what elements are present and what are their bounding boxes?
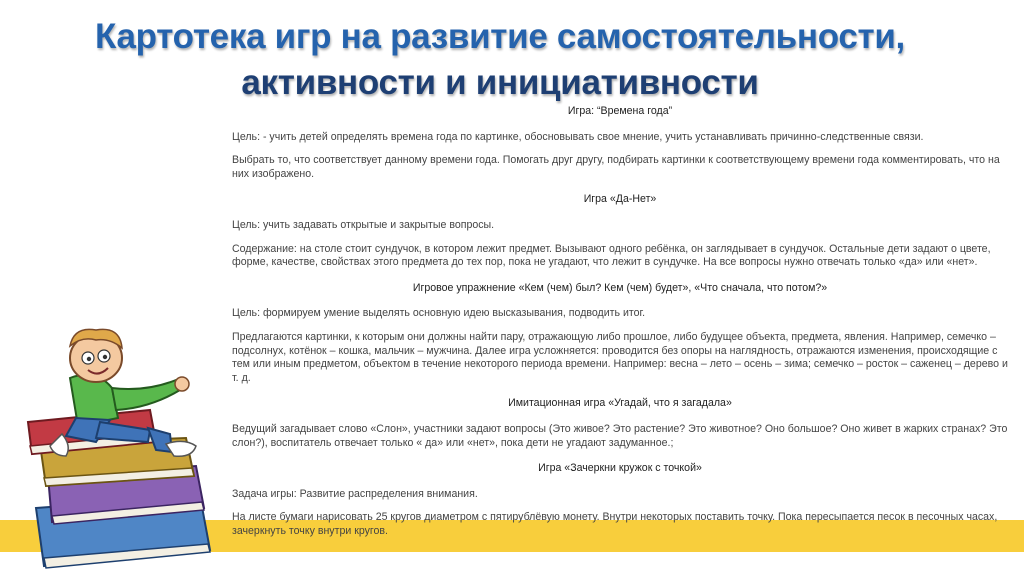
page-title [0,14,1000,106]
section-paragraph: Цель: - учить детей определять времена года по картинке, обосновывать свое мнение, учить устанавливать причинно-следственные связи. [232,130,924,143]
section-paragraph: Содержание: на столе стоит сундучок, в котором лежит предмет. Вызывают одного ребёнка, он заглядывает в сундучок. Остальные дети задают о цвете, форме, качестве, свойствах этого предмета до тех пор, пока не угадают, что лежит в сундучке. На все вопросы нужно отвечать только «да» или «нет». [232,242,991,269]
section-heading: Игра «Зачеркни кружок с точкой» [538,462,702,475]
boy-on-books-illustration [0,318,230,574]
boy-figure-icon [50,329,196,456]
title-line-1: Картотека игр на развитие самостоятельности, [94,17,905,56]
title-line-2: активности и инициативности [241,63,759,102]
section-paragraph: Задача игры: Развитие распределения внимания. [232,487,478,500]
section-heading: Игра: “Времена года” [567,105,673,117]
games-text [232,105,1008,538]
section-paragraph: Цель: формируем умение выделять основную идею высказывания, подводить итог. [232,307,646,320]
section-heading: Игровое упражнение «Кем (чем) был? Кем (чем) будет», «Что сначала, что потом?» [412,281,828,294]
section-paragraph: На листе бумаги нарисовать 25 кругов диаметром с пятирублёвую монету. Внутри некоторых поставить точку. Пока пересыпается песок в песочных часах, зачеркнуть точку внутри кругов. [232,511,998,537]
section-heading: Имитационная игра «Угадай, что я загадала» [508,397,732,410]
section-paragraph: Ведущий загадывает слово «Слон», участники задают вопросы (Это живое? Это растение? Это животное? Оно большое? Оно живет в жарких странах? Это слон?), воспитатель отвечает только « да» или «нет», пока дети не угадают задуманное.; [232,422,1008,449]
section-heading: Игра «Да-Нет» [583,193,657,206]
section-paragraph: Предлагаются картинки, к которым они должны найти пару, отражающую либо прошлое, либо будущее объекта, предмета, явления. Например, семечко – подсолнух, котёнок – кошка, мальчик – мужчина. Далее игра усложняется: проводится без опоры на наглядность, отражаются изменения, происходящие с тем или иным предметом, объектом в течение некоторого периода времени. Например: весна – лето – осень – зима; семечко – росток – саженец – дерево и т. д. [232,330,1008,384]
section-paragraph: Выбрать то, что соответствует данному времени года. Помогать друг другу, подбирать картинки к соответствующему времени года комментировать, что на них изображено. [232,154,1000,180]
section-paragraph: Цель: учить задавать открытые и закрытые вопросы. [232,218,495,231]
